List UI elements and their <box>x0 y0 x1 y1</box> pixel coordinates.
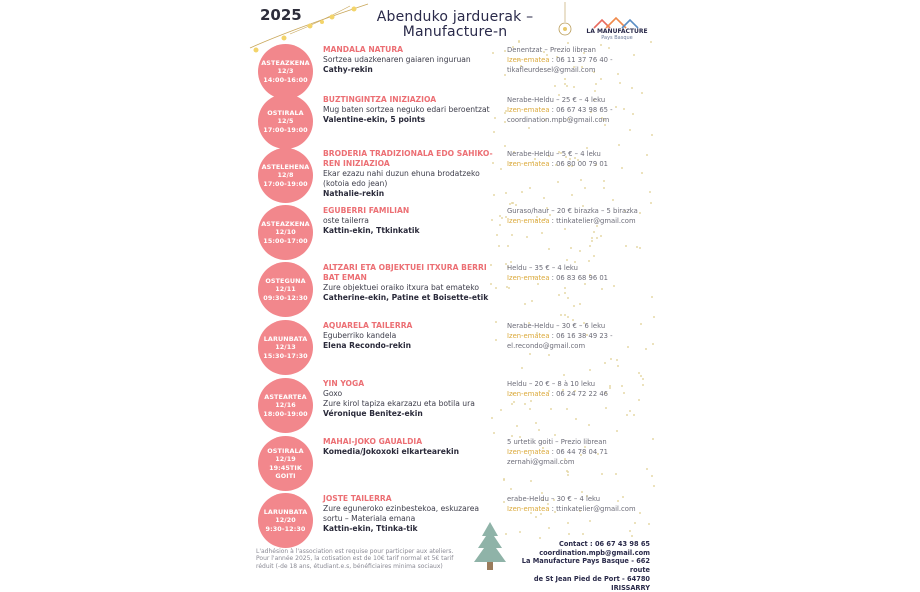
event-info <box>507 45 657 75</box>
badge-day: ASTEAZKENA <box>261 58 310 67</box>
event-host: Kattin-ekin, Ttinka-tik <box>323 524 418 534</box>
badge-date: 12/16 <box>275 401 296 410</box>
date-badge <box>258 493 313 548</box>
badge-time2: GOITI <box>275 472 296 480</box>
ornament-icon <box>558 2 572 38</box>
event-row <box>250 94 658 150</box>
event-description: Mug baten sortzea neguko edari beroentzat <box>323 104 490 114</box>
event-price: Nerabe-Heldu – 25 € – 4 leku <box>507 96 606 104</box>
registration-contact: : 06 80 00 79 01 <box>549 160 608 168</box>
event-host: Véronique Benitez-ekin <box>323 409 423 419</box>
event-price: Denentzat – Prezio librean <box>507 46 596 54</box>
registration-line <box>507 331 657 341</box>
membership-note <box>256 548 474 570</box>
registration-line <box>507 55 657 65</box>
registration-label: Izen-ematea <box>507 274 550 282</box>
event-description: Ekar ezazu nahi duzun ehuna brodatzeko <box>323 168 480 178</box>
badge-day: ASTEARTEA <box>264 392 307 401</box>
registration-email: zernahi@gmail.com <box>507 458 575 466</box>
registration-line <box>507 504 657 514</box>
date-badge <box>258 205 313 260</box>
logo-name: LA MANUFACTURE <box>586 28 648 35</box>
event-info <box>507 263 657 283</box>
event-description: Eguberriko kandela <box>323 330 397 340</box>
event-details <box>323 206 501 236</box>
sparkle-dot <box>650 41 652 43</box>
event-title: REN INIZIAZIOA <box>323 158 390 168</box>
event-title: JOSTE TAILERRA <box>323 494 392 503</box>
registration-label: Izen-ematea <box>507 448 550 456</box>
title-line-2: Manufacture-n <box>402 24 508 40</box>
event-title: BUZTINGINTZA INIZIAZIOA <box>323 95 437 104</box>
event-host: Kattin-ekin, Ttkinkatik <box>323 226 420 235</box>
event-info <box>507 149 657 169</box>
registration-label: Izen-ematea <box>507 217 550 225</box>
event-info <box>507 379 657 399</box>
event-host: Nathalie-rekin <box>323 189 385 198</box>
event-info <box>507 437 657 467</box>
registration-contact: : ttinkatelier@gmail.com <box>549 217 636 225</box>
badge-time: 19:45TIK <box>269 463 302 472</box>
event-details <box>323 437 501 457</box>
event-details <box>323 263 501 303</box>
registration-line <box>507 216 657 226</box>
event-host: Cathy-rekin <box>323 65 373 74</box>
event-row <box>250 436 658 492</box>
event-row <box>250 148 658 204</box>
date-badge <box>258 262 313 317</box>
event-row <box>250 205 658 261</box>
event-price: Heldu – 35 € – 4 leku <box>507 264 578 272</box>
event-title: AQUARELA TAILERRA <box>323 321 413 330</box>
badge-date: 12/13 <box>275 343 296 352</box>
date-badge <box>258 320 313 375</box>
registration-label: Izen-ematea <box>507 390 550 398</box>
event-description: Zure objektuei oraiko itxura bat emateko <box>323 282 479 292</box>
badge-time: 17:00-19:00 <box>263 179 308 188</box>
registration-contact: : 06 24 72 22 46 <box>549 390 608 398</box>
contact-address: de St Jean Pied de Port - 64780 IRISSARRY <box>533 574 650 592</box>
registration-line <box>507 447 657 457</box>
event-details <box>323 321 501 351</box>
badge-time: 17:00-19:00 <box>263 125 308 134</box>
event-description: (kotoia edo jean) <box>323 178 388 188</box>
event-price: Nerabe-Heldu – 5 € – 4 leku <box>507 150 601 158</box>
badge-date: 12/10 <box>275 228 296 237</box>
registration-email: coordination.mpb@gmail.com <box>507 116 610 124</box>
date-badge <box>258 44 313 99</box>
event-info <box>507 494 657 514</box>
date-badge <box>258 148 313 203</box>
event-price: Heldu – 20 € – 8 à 10 leku <box>507 380 596 388</box>
page-title <box>370 10 540 40</box>
event-description: Sortzea udazkenaren gaiaren inguruan <box>323 54 471 64</box>
badge-date: 12/19 <box>275 455 296 463</box>
year-label: 2025 <box>260 6 302 24</box>
event-price: 5 urtetik goiti – Prezio librean <box>507 438 607 446</box>
registration-line <box>507 159 657 169</box>
event-price: erabe-Heldu – 30 € – 4 leku <box>507 495 601 503</box>
event-title: MANDALA NATURA <box>323 45 404 54</box>
event-description: Zure kirol tapiza ekarzazu eta botila ura <box>323 399 475 408</box>
registration-contact: : ttinkatelier@gmail.com <box>549 505 636 513</box>
badge-date: 12/11 <box>275 285 296 294</box>
registration-email: tikafleurdesel@gmail.com <box>507 66 596 74</box>
title-line-1: Abenduko jarduerak – <box>376 9 534 25</box>
event-description: Zure eguneroko ezinbestekoa, eskuzarea <box>323 503 480 513</box>
date-badge <box>258 378 313 433</box>
registration-label: Izen-ematea <box>507 160 550 168</box>
event-info <box>507 95 657 125</box>
event-host: Elena Recondo-rekin <box>323 341 411 350</box>
registration-contact: : 06 67 43 98 65 - <box>549 106 613 114</box>
event-title: ALTZARI ETA OBJEKTUEI ITXURA BERRI <box>323 263 487 272</box>
badge-time: 18:00-19:00 <box>263 409 308 418</box>
note-line: Pour l'année 2025, la cotisation est de 10€ tarif normal et 5€ tarif <box>256 555 454 563</box>
badge-day: OSTIRALA <box>267 108 304 117</box>
event-host: Valentine-ekin, 5 points <box>323 115 426 124</box>
event-row <box>250 262 658 318</box>
registration-label: Izen-ematea <box>507 505 550 513</box>
badge-date: 12/3 <box>277 67 294 76</box>
badge-day: LARUNBATA <box>263 334 308 343</box>
note-line: L'adhésion à l'association est requise pour participer aux ateliers. <box>256 548 454 555</box>
contact-address: La Manufacture Pays Basque - 662 route <box>521 557 650 575</box>
badge-date: 12/5 <box>277 117 294 126</box>
registration-email: el.recondo@gmail.com <box>507 342 586 350</box>
event-row <box>250 320 658 376</box>
event-title: MAHAI-JOKO GAUALDIA <box>323 437 423 446</box>
poster <box>250 0 658 592</box>
registration-label: Izen-ematea <box>507 332 550 340</box>
event-title: BAT EMAN <box>323 272 367 282</box>
event-row <box>250 44 658 100</box>
registration-contact: : 06 16 38 49 23 - <box>549 332 613 340</box>
event-info <box>507 321 657 351</box>
event-host: Komedia/Jokoxoki elkartearekin <box>323 446 460 456</box>
event-description: sortu – Materiala emana <box>323 514 416 523</box>
event-description: Goxo <box>323 388 343 398</box>
contact-email: coordination.mpb@gmail.com <box>539 548 650 557</box>
event-details <box>323 379 501 419</box>
badge-time: 09:30-12:30 <box>263 293 308 302</box>
registration-label: Izen-ematea <box>507 56 550 64</box>
badge-day: OSTEGUNA <box>265 276 306 285</box>
badge-date: 12/20 <box>275 516 296 525</box>
badge-time: 14:00-16:00 <box>263 75 308 84</box>
badge-day: ASTEAZKENA <box>261 219 310 228</box>
registration-label: Izen-ematea <box>507 106 550 114</box>
event-price: Guraso/haur – 20 € birazka – 5 birazka <box>507 207 638 215</box>
date-badge <box>258 436 313 491</box>
badge-day: LARUNBATA <box>263 507 308 516</box>
registration-line <box>507 389 657 399</box>
event-host: Catherine-ekin, Patine et Boisette-etik <box>323 292 489 302</box>
badge-time: 15:30-17:30 <box>263 351 308 360</box>
logo-subtitle: Pays Basque <box>601 35 633 41</box>
note-line: réduit (-de 18 ans, étudiant.e.s, bénéficiaires minima sociaux) <box>256 562 443 570</box>
event-details <box>323 45 501 75</box>
event-description: oste tailerra <box>323 215 369 225</box>
badge-time: 9:30-12:30 <box>265 524 306 533</box>
contact-phone: Contact : 06 67 43 98 65 <box>558 540 650 548</box>
event-title: EGUBERRI FAMILIAN <box>323 206 410 215</box>
badge-day: OSTIRALA <box>267 446 304 455</box>
badge-time: 15:00-17:00 <box>263 236 308 245</box>
badge-day: ASTELEHENA <box>261 162 310 171</box>
event-price: Nerabe-Heldu – 30 € – 6 leku <box>507 322 606 330</box>
date-badge <box>258 94 313 149</box>
event-details <box>323 149 501 199</box>
registration-contact: : 06 11 37 76 40 - <box>549 56 613 64</box>
event-title: YIN YOGA <box>323 379 365 388</box>
event-details <box>323 95 501 125</box>
event-title: BRODERIA TRADIZIONALA EDO SAHIKO- <box>323 149 493 158</box>
registration-contact: : 06 83 68 96 01 <box>549 274 608 282</box>
event-info <box>507 206 657 226</box>
badge-date: 12/8 <box>277 171 294 180</box>
registration-line <box>507 273 657 283</box>
event-row <box>250 378 658 434</box>
registration-line <box>507 105 657 115</box>
registration-contact: : 06 44 78 04 71 <box>549 448 608 456</box>
contact-block <box>500 540 650 592</box>
